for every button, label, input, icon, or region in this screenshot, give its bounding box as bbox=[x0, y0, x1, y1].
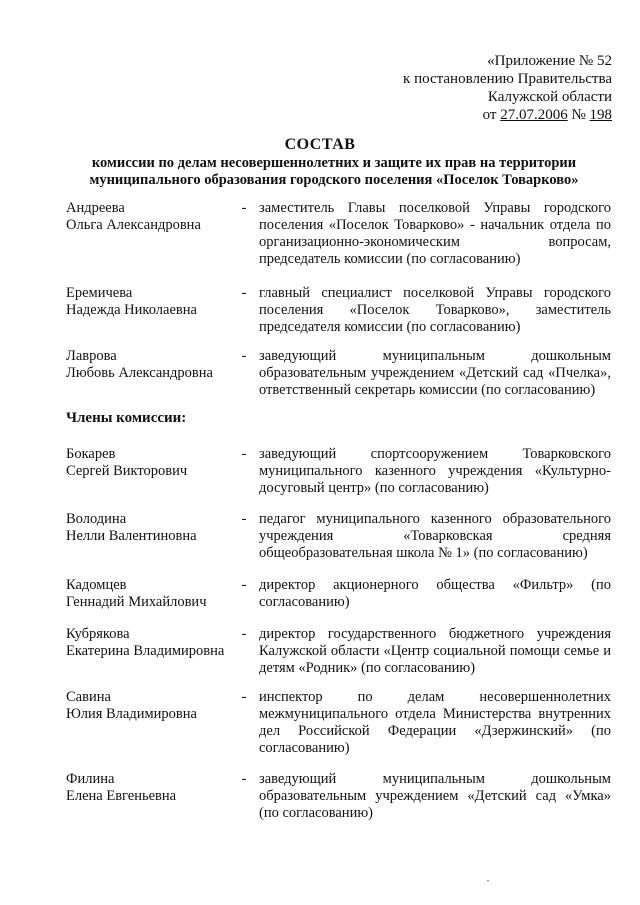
person-name bbox=[66, 285, 236, 319]
person-position: заведующий спортсооружением Товарковского муниципального казенного учреждения «Культурно-досуговый центр» (по согласованию) bbox=[259, 446, 611, 496]
person-name bbox=[66, 577, 236, 611]
person-surname: Бокарев bbox=[66, 446, 116, 462]
entry-dash: - bbox=[241, 285, 247, 301]
person-name bbox=[66, 200, 236, 234]
document-title: СОСТАВ bbox=[284, 136, 356, 153]
person-given-names: Любовь Александровна bbox=[66, 365, 213, 381]
person-given-names: Юлия Владимировна bbox=[66, 706, 197, 722]
person-given-names: Сергей Викторович bbox=[66, 463, 188, 479]
entry-dash: - bbox=[241, 689, 247, 705]
subtitle-line-1: комиссии по делам несовершеннолетних и защите их прав на территории bbox=[91, 155, 577, 171]
person-position: педагог муниципального казенного образовательного учреждения «Товарковская средняя общеобразовательная школа № 1» (по согласованию) bbox=[259, 511, 611, 561]
appendix-header bbox=[352, 52, 612, 124]
appendix-number-sign: № bbox=[567, 107, 590, 123]
person-surname: Еремичева bbox=[66, 285, 133, 301]
subtitle-line-2: муниципального образования городского поселения «Поселок Товарково» bbox=[89, 172, 579, 188]
entry-dash: - bbox=[241, 446, 247, 462]
appendix-line-3: Калужской области bbox=[487, 89, 612, 105]
person-name bbox=[66, 689, 236, 723]
person-surname: Андреева bbox=[66, 200, 125, 216]
scan-speck bbox=[487, 880, 489, 881]
person-given-names: Ольга Александровна bbox=[66, 217, 201, 233]
person-name bbox=[66, 348, 236, 382]
appendix-number: 198 bbox=[589, 107, 612, 123]
entry-dash: - bbox=[241, 771, 247, 787]
person-given-names: Надежда Николаевна bbox=[66, 302, 197, 318]
appendix-line-1: «Приложение № 52 bbox=[487, 53, 612, 69]
entry-dash: - bbox=[241, 577, 247, 593]
entry-dash: - bbox=[241, 200, 247, 216]
person-name bbox=[66, 771, 236, 805]
appendix-date-prefix: от bbox=[482, 107, 501, 123]
person-surname: Володина bbox=[66, 511, 127, 527]
person-name bbox=[66, 446, 236, 480]
person-given-names: Елена Евгеньевна bbox=[66, 788, 177, 804]
person-position: заведующий муниципальным дошкольным образовательным учреждением «Детский сад «Умка» (по согласованию) bbox=[259, 771, 611, 821]
person-surname: Савина bbox=[66, 689, 111, 705]
document-subtitle bbox=[58, 155, 610, 189]
person-given-names: Екатерина Владимировна bbox=[66, 643, 225, 659]
members-heading: Члены комиссии: bbox=[66, 410, 187, 426]
person-given-names: Геннадий Михайлович bbox=[66, 594, 207, 610]
person-name bbox=[66, 511, 236, 545]
entry-dash: - bbox=[241, 626, 247, 642]
appendix-date: 27.07.2006 bbox=[500, 107, 568, 123]
entry-dash: - bbox=[241, 348, 247, 364]
entry-dash: - bbox=[241, 511, 247, 527]
appendix-line-2: к постановлению Правительства bbox=[403, 71, 612, 87]
person-position: заведующий муниципальным дошкольным образовательным учреждением «Детский сад «Пчелка», ответственный секретарь комиссии (по согласованию) bbox=[259, 348, 611, 398]
person-position: главный специалист поселковой Управы городского поселения «Поселок Товарково», заместитель председателя комиссии (по согласованию) bbox=[259, 285, 611, 335]
person-given-names: Нелли Валентиновна bbox=[66, 528, 197, 544]
person-position: директор акционерного общества «Фильтр» (по согласованию) bbox=[259, 577, 611, 610]
person-position: директор государственного бюджетного учреждения Калужской области «Центр социальной помощи семье и детям «Родник» (по согласованию) bbox=[259, 626, 611, 676]
appendix-line-4 bbox=[352, 106, 612, 124]
person-name bbox=[66, 626, 236, 660]
person-surname: Кадомцев bbox=[66, 577, 127, 593]
person-surname: Филина bbox=[66, 771, 115, 787]
person-position: инспектор по делам несовершеннолетних межмуниципального отдела Министерства внутренних дел Российской Федерации «Дзержинский» (по согласованию) bbox=[259, 689, 611, 756]
person-position: заместитель Главы поселковой Управы городского поселения «Поселок Товарково» - начальник отдела по организационно-экономическим вопросам, председатель комиссии (по согласованию) bbox=[259, 200, 611, 267]
person-surname: Кубрякова bbox=[66, 626, 130, 642]
person-surname: Лаврова bbox=[66, 348, 117, 364]
